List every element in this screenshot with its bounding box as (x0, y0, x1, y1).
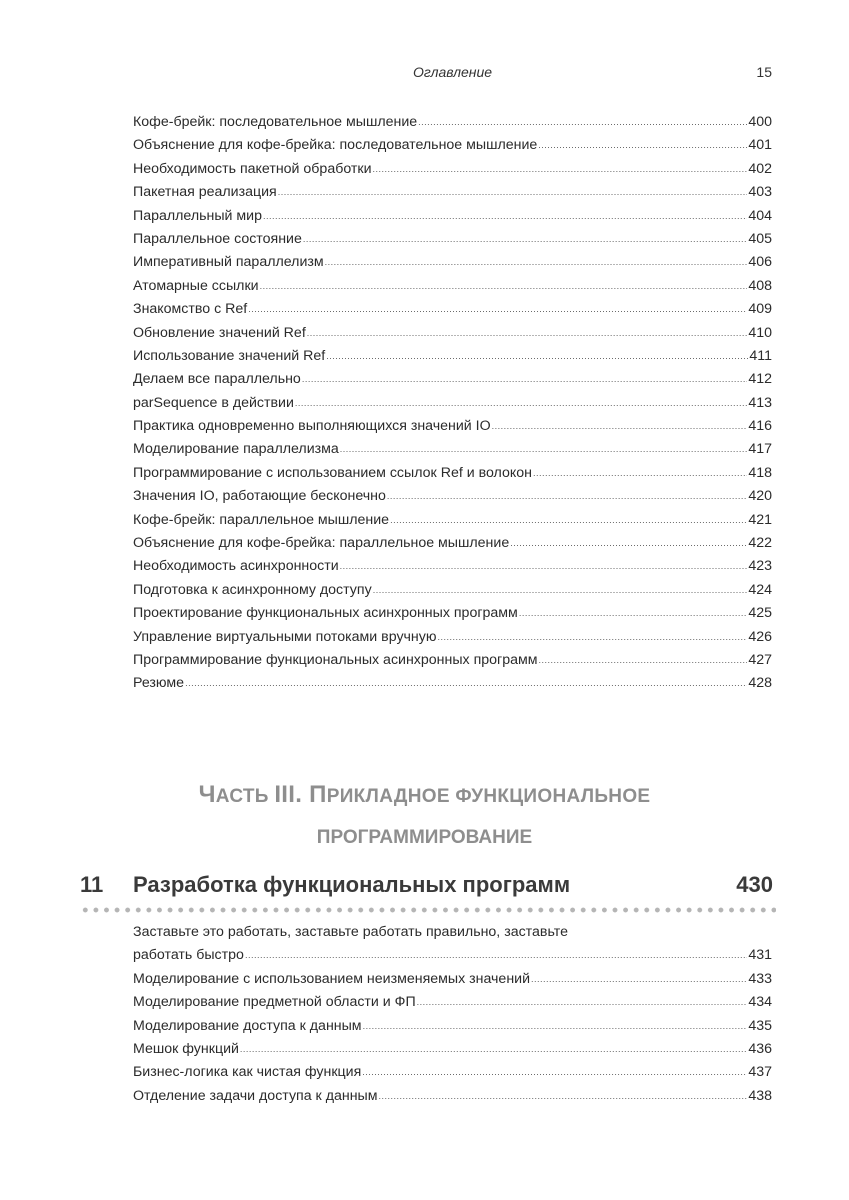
toc-entry-title-line1: Заставьте это работать, заставьте работать правильно, заставьте (133, 924, 568, 940)
toc-entry-page: 401 (748, 137, 772, 154)
toc-entry-page: 433 (748, 970, 772, 987)
toc-entry-title: Делаем все параллельно (133, 371, 301, 388)
running-title: Оглавление (412, 64, 493, 80)
toc-entry-title: Отделение задачи доступа к данным (133, 1087, 378, 1104)
toc-entry-title: Управление виртуальными потоками вручную (133, 628, 437, 645)
toc-entry[interactable] (133, 462, 772, 485)
toc-entry-page: 403 (748, 184, 772, 201)
toc-entry[interactable] (133, 555, 772, 578)
part-heading-line2: ПРОГРАММИРОВАНИЕ (316, 827, 533, 848)
toc-entry[interactable] (133, 921, 772, 968)
toc-entry-title: Моделирование параллелизма (133, 441, 339, 458)
toc-entry[interactable] (133, 158, 772, 181)
toc-entry-page: 423 (748, 558, 772, 575)
toc-entry-title: Императивный параллелизм (133, 254, 324, 271)
toc-entry[interactable] (133, 485, 772, 508)
toc-entry-title-line2: работать быстро (133, 947, 244, 964)
toc-entry-page: 438 (748, 1087, 772, 1104)
dot-leader (240, 1038, 747, 1061)
dot-leader (302, 368, 748, 391)
chapter-number: 11 (80, 872, 104, 897)
toc-entry[interactable] (133, 1085, 772, 1108)
toc-entry[interactable] (133, 968, 772, 991)
dot-leader (417, 991, 748, 1014)
toc-entry-title: Атомарные ссылки (133, 277, 259, 294)
toc-entry-page: 417 (748, 441, 772, 458)
toc-entry[interactable] (133, 991, 772, 1014)
toc-entry[interactable] (133, 368, 772, 391)
toc-entry-title: Знакомство с Ref (133, 301, 248, 318)
toc-entry[interactable] (133, 298, 772, 321)
dot-leader (248, 298, 747, 321)
toc-entry-title: Проектирование функциональных асинхронных программ (133, 605, 518, 622)
toc-entry-page: 412 (748, 371, 772, 388)
toc-entry-title: Параллельный мир (133, 207, 262, 224)
toc-entry-title: Обновление значений Ref (133, 324, 306, 341)
dot-leader (538, 134, 747, 157)
toc-entry[interactable] (133, 509, 772, 532)
toc-entry-title: Значения IO, работающие бесконечно (133, 488, 386, 505)
toc-entry-title: Программирование с использованием ссылок Ref и волокон (133, 464, 532, 481)
toc-entry[interactable] (133, 251, 772, 274)
toc-entry-title: Пакетная реализация (133, 184, 277, 201)
toc-entry[interactable] (133, 134, 772, 157)
dotted-divider (80, 907, 776, 913)
running-header (133, 62, 772, 84)
toc-entry-page: 409 (748, 301, 772, 318)
toc-entry-page: 437 (748, 1064, 772, 1081)
dot-leader (245, 944, 747, 967)
dot-leader (390, 509, 747, 532)
chapter-page: 430 (736, 872, 773, 897)
toc-entry-title: Моделирование предметной области и ФП (133, 994, 416, 1011)
toc-entry-page: 427 (748, 651, 772, 668)
chapter-title: Разработка функциональных программ (133, 872, 571, 897)
toc-entry-page: 420 (748, 488, 772, 505)
part-smallcaps: РИКЛАДНОЕ ФУНКЦИОНАЛЬНОЕ (326, 786, 651, 807)
toc-entry[interactable] (133, 649, 772, 672)
dot-leader (539, 649, 748, 672)
toc-entry-page: 408 (748, 277, 772, 294)
dot-leader (373, 158, 748, 181)
dot-leader (363, 1015, 748, 1038)
chapter-heading[interactable] (80, 872, 773, 904)
toc-entry-title: Использование значений Ref (133, 347, 326, 364)
toc-entry-page: 434 (748, 994, 772, 1011)
dot-leader (533, 462, 747, 485)
toc-entry-page: 425 (748, 605, 772, 622)
toc-entry[interactable] (133, 181, 772, 204)
dot-leader (510, 532, 747, 555)
toc-entry[interactable] (133, 345, 772, 368)
toc-entry-page: 436 (748, 1040, 772, 1057)
toc-entry[interactable] (133, 392, 772, 415)
toc-entry-page: 402 (748, 160, 772, 177)
toc-entry[interactable] (133, 415, 772, 438)
toc-entry[interactable] (133, 579, 772, 602)
toc-entry-page: 418 (748, 464, 772, 481)
dot-leader (295, 392, 747, 415)
dot-leader (438, 626, 748, 649)
toc-entry[interactable] (133, 626, 772, 649)
dot-leader (185, 672, 747, 695)
part-cap-letter: Ч (198, 781, 216, 808)
toc-entry-title: Кофе-брейк: параллельное мышление (133, 511, 390, 528)
toc-entry-page: 411 (749, 347, 772, 364)
toc-entry-title: Практика одновременно выполняющихся значений IO (133, 418, 491, 435)
dot-leader (307, 322, 748, 345)
toc-list-chapter-10 (133, 111, 772, 696)
toc-entry-line2 (133, 944, 772, 967)
dot-leader (325, 251, 748, 274)
toc-entry-page: 416 (748, 418, 772, 435)
toc-entry[interactable] (133, 1061, 772, 1084)
toc-entry-page: 413 (748, 394, 772, 411)
toc-entry-title: Необходимость асинхронности (133, 558, 339, 575)
toc-entry[interactable] (133, 672, 772, 695)
part-cap-letter: П (309, 781, 327, 808)
toc-entry-page: 406 (748, 254, 772, 271)
toc-list-chapter-11 (133, 921, 772, 1108)
dot-leader (387, 485, 747, 508)
toc-entry-page: 431 (748, 947, 772, 964)
toc-entry-title: Мешок функций (133, 1040, 239, 1057)
part-smallcaps: АСТЬ (215, 786, 275, 807)
toc-entry-page: 400 (748, 114, 772, 130)
toc-entry-page: 410 (748, 324, 772, 341)
toc-entry[interactable] (133, 205, 772, 228)
dot-leader (340, 438, 748, 461)
toc-entry-page: 404 (748, 207, 772, 224)
toc-entry-title: Резюме (133, 675, 185, 692)
dot-leader (278, 181, 748, 204)
toc-entry-page: 426 (748, 628, 772, 645)
toc-entry-title: parSequence в действии (133, 394, 294, 411)
toc-entry[interactable] (133, 1038, 772, 1061)
toc-entry[interactable] (133, 228, 772, 251)
toc-entry-page: 421 (748, 511, 772, 528)
toc-entry[interactable] (133, 275, 772, 298)
dot-leader (362, 1061, 747, 1084)
dot-leader (492, 415, 748, 438)
toc-entry[interactable] (133, 111, 772, 134)
toc-entry[interactable] (133, 322, 772, 345)
part-heading (0, 775, 849, 853)
toc-entry-page: 428 (748, 675, 772, 692)
toc-entry-title: Кофе-брейк: последовательное мышление (133, 114, 418, 130)
dot-leader (340, 555, 748, 578)
toc-entry[interactable] (133, 438, 772, 461)
toc-entry-page: 422 (748, 535, 772, 552)
dot-leader (379, 1085, 748, 1108)
toc-entry-title: Моделирование с использованием неизменяемых значений (133, 970, 531, 987)
toc-entry-title: Моделирование доступа к данным (133, 1017, 362, 1034)
dot-leader (373, 579, 748, 602)
toc-entry-title: Бизнес-логика как чистая функция (133, 1064, 362, 1081)
dot-leader (519, 602, 748, 625)
part-roman-numeral: III. (274, 781, 310, 808)
toc-entry-title: Необходимость пакетной обработки (133, 160, 372, 177)
part-heading-line1 (0, 775, 849, 815)
toc-entry[interactable] (133, 1015, 772, 1038)
dot-leader (531, 968, 747, 991)
toc-entry-title: Параллельное состояние (133, 230, 302, 247)
toc-entry-page: 405 (748, 230, 772, 247)
dot-leader (418, 111, 747, 134)
toc-entry-page: 424 (748, 581, 772, 598)
dot-leader (326, 345, 748, 368)
page-number: 15 (756, 64, 772, 80)
toc-entry-title: Подготовка к асинхронному доступу (133, 581, 372, 598)
toc-entry-title: Объяснение для кофе-брейка: параллельное мышление (133, 535, 510, 552)
toc-entry-title: Программирование функциональных асинхронных программ (133, 651, 538, 668)
toc-entry-page: 435 (748, 1017, 772, 1034)
toc-entry[interactable] (133, 532, 772, 555)
toc-entry-title: Объяснение для кофе-брейка: последовательное мышление (133, 137, 538, 154)
toc-entry[interactable] (133, 602, 772, 625)
dot-leader (303, 228, 747, 251)
dot-leader (260, 275, 748, 298)
dot-leader (263, 205, 747, 228)
